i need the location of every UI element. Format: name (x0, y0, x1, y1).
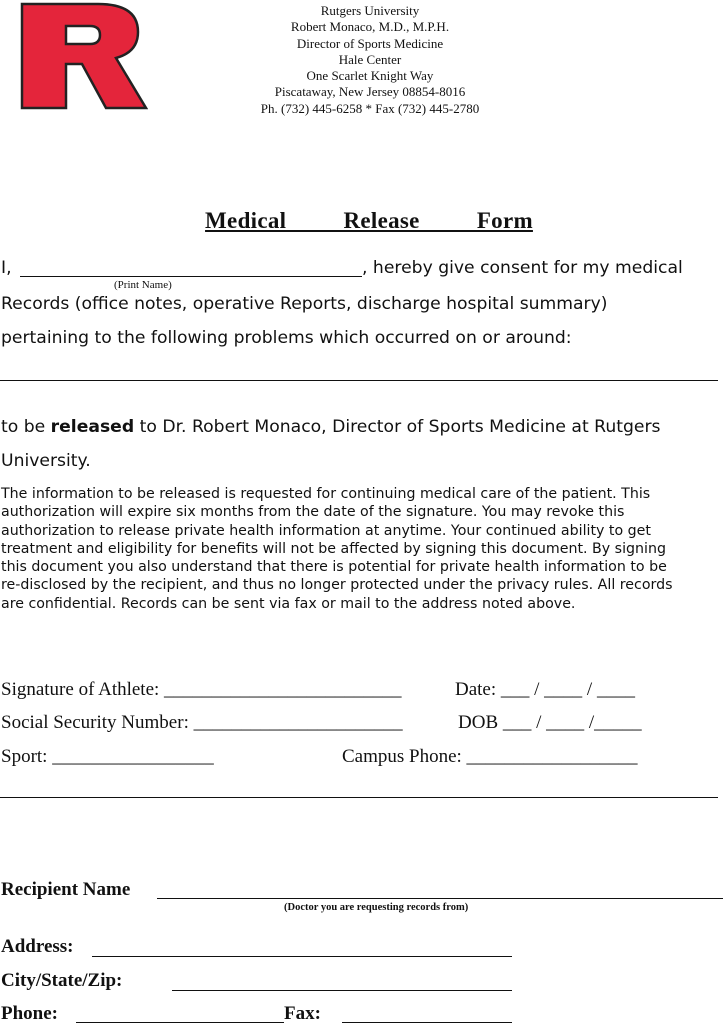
letterhead-contact: Ph. (732) 445-6258 * Fax (732) 445-2780 (260, 100, 480, 116)
problems-date-field[interactable] (0, 380, 718, 381)
r-logo-icon (20, 2, 148, 110)
ssn-field[interactable]: Social Security Number: ______________________ (1, 712, 403, 733)
released-line (1, 417, 660, 437)
letterhead-institution: Rutgers University (320, 3, 420, 18)
sport-field[interactable]: Sport: _________________ (1, 746, 214, 767)
disclaimer-line: re-disclosed by the recipient, and thus no longer protected under the privacy rules. All records (1, 577, 673, 594)
fax-field[interactable] (342, 1022, 512, 1023)
letterhead-building: Hale Center (338, 51, 402, 67)
separator-line (0, 797, 718, 798)
recipient-name-field[interactable] (157, 898, 723, 899)
disclaimer-line: The information to be released is requested for continuing medical care of the patient. This (1, 486, 651, 502)
disclaimer-line: treatment and eligibility for benefits will not be affected by signing this document. By signing (1, 540, 666, 557)
letterhead-street: One Scarlet Knight Way (306, 68, 434, 84)
disclaimer-paragraph (1, 485, 728, 613)
city-state-zip-field[interactable] (172, 990, 512, 991)
phone-label: Phone: (1, 1003, 58, 1024)
campus-phone-field[interactable]: Campus Phone: __________________ (342, 746, 638, 767)
dob-field[interactable]: DOB ___ / ____ /_____ (458, 712, 642, 733)
letterhead-doctor: Robert Monaco, M.D., M.P.H. (290, 19, 450, 35)
recipient-name-caption: (Doctor you are requesting records from) (284, 902, 469, 913)
consent-suffix: , hereby give consent for my medical (362, 258, 683, 278)
consent-prefix: I, (1, 258, 12, 278)
consent-line-3: pertaining to the following problems which occurred on or around: (1, 328, 572, 348)
disclaimer-line: authorization to release private health information at anytime. Your continued ability to get (1, 522, 651, 539)
released-bold: released (50, 417, 135, 437)
released-line-2: University. (1, 451, 91, 471)
released-prefix: to be (1, 417, 51, 437)
address-label: Address: (1, 936, 74, 957)
date-field[interactable]: Date: ___ / ____ / ____ (455, 679, 635, 700)
disclaimer-line: are confidential. Records can be sent via fax or mail to the address noted above. (1, 595, 576, 612)
print-name-caption: (Print Name) (114, 279, 172, 291)
phone-field[interactable] (76, 1022, 284, 1023)
disclaimer-line: authorization will expire six months from the date of the signature. You may revoke this (1, 504, 625, 521)
address-field[interactable] (92, 956, 512, 957)
signature-field[interactable]: Signature of Athlete: _________________________ (1, 679, 402, 700)
form-title: Medical Release Form (205, 208, 533, 233)
disclaimer-line: this document you also understand that there is potential for private health information to be (1, 559, 667, 576)
letterhead-city: Piscataway, New Jersey 08854-8016 (274, 84, 466, 100)
released-suffix: to Dr. Robert Monaco, Director of Sports Medicine at Rutgers (134, 417, 661, 437)
letterhead-position: Director of Sports Medicine (296, 35, 444, 51)
fax-label: Fax: (284, 1003, 321, 1024)
rutgers-r-logo (20, 2, 148, 110)
city-state-zip-label: City/State/Zip: (1, 970, 123, 991)
consent-line-2: Records (office notes, operative Reports, discharge hospital summary) (1, 294, 608, 314)
print-name-field[interactable] (20, 276, 362, 277)
recipient-name-label: Recipient Name (1, 879, 131, 900)
letterhead (230, 3, 510, 117)
